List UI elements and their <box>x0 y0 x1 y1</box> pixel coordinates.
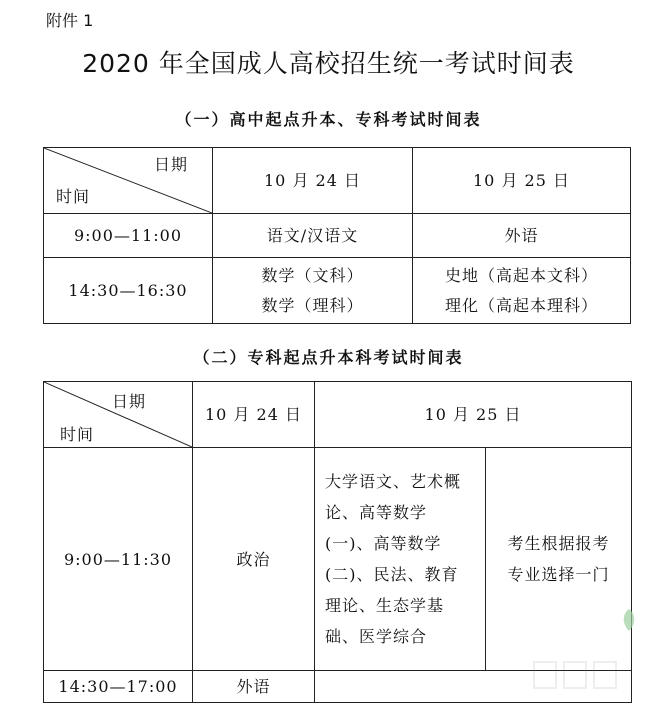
subject-cell: 外语 <box>193 671 315 703</box>
schedule-table-1 <box>43 147 631 324</box>
subject-cell <box>213 258 413 324</box>
attachment-label: 附件 1 <box>46 11 94 30</box>
subject-line: (一)、高等数学 <box>325 534 442 553</box>
note-line: 专业选择一门 <box>507 565 610 584</box>
subject-cell: 政治 <box>193 448 315 671</box>
table1-corner-cell <box>44 148 213 214</box>
section2-title: （二）专科起点升本科考试时间表 <box>193 348 464 367</box>
subject-line: 理化（高起本理科） <box>444 295 598 315</box>
table-row <box>44 258 631 324</box>
subject-cell <box>315 448 486 671</box>
time-cell: 14:30—17:00 <box>44 671 193 703</box>
section1-title: （一）高中起点升本、专科考试时间表 <box>175 110 482 129</box>
column-date-oct24: 10 月 24 日 <box>193 382 315 448</box>
subject-cell <box>413 258 631 324</box>
time-cell: 9:00—11:00 <box>44 214 213 258</box>
subject-line: 大学语文、艺术概 <box>325 472 462 491</box>
note-line: 考生根据报考 <box>507 534 610 553</box>
header-date-label: 日期 <box>111 392 146 411</box>
column-date-oct25: 10 月 25 日 <box>413 148 631 214</box>
leaf-watermark-icon <box>621 608 637 632</box>
subject-line: 数学（文科） <box>261 265 364 285</box>
table2-corner-cell <box>44 382 193 448</box>
subject-line: 数学（理科） <box>261 295 364 315</box>
table2-header-row <box>44 382 632 448</box>
column-date-oct24: 10 月 24 日 <box>213 148 413 214</box>
time-cell: 9:00—11:30 <box>44 448 193 671</box>
watermark-logo-icon <box>530 654 620 698</box>
time-cell: 14:30—16:30 <box>44 258 213 324</box>
subject-line: 础、医学综合 <box>325 627 428 646</box>
table-row <box>44 448 632 671</box>
note-cell <box>486 448 632 671</box>
header-time-label: 时间 <box>56 187 91 206</box>
subject-cell: 语文/汉语文 <box>213 214 413 258</box>
subject-line: (二)、民法、教育 <box>325 565 459 584</box>
table1-header-row <box>44 148 631 214</box>
subject-line: 论、高等数学 <box>325 503 428 522</box>
subject-cell: 外语 <box>413 214 631 258</box>
subject-line: 理论、生态学基 <box>325 596 445 615</box>
header-time-label: 时间 <box>60 425 95 444</box>
subject-line: 史地（高起本文科） <box>444 265 598 285</box>
header-date-label: 日期 <box>153 155 188 174</box>
page-title: 2020 年全国成人高校招生统一考试时间表 <box>82 49 575 78</box>
table-row <box>44 214 631 258</box>
column-date-oct25: 10 月 25 日 <box>315 382 632 448</box>
